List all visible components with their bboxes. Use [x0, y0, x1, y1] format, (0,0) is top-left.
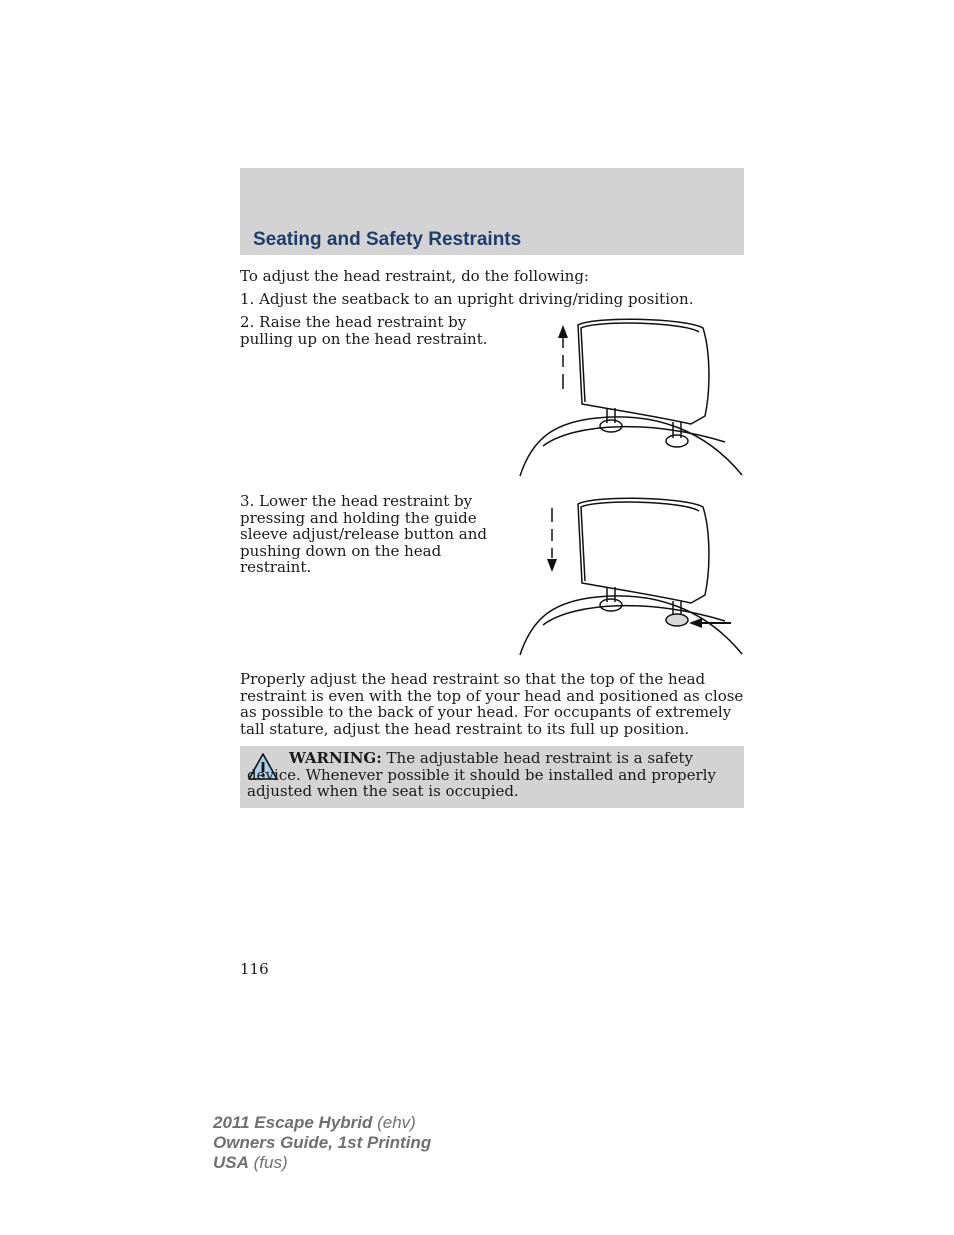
footer-market-code: (fus)	[248, 1153, 288, 1172]
footer-line-2: Owners Guide, 1st Printing	[213, 1133, 432, 1152]
intro-paragraph: To adjust the head restraint, do the following:	[240, 267, 589, 285]
footer-line-3	[213, 1153, 431, 1173]
warning-box	[240, 746, 744, 808]
warning-text	[247, 750, 737, 800]
footer-model: 2011 Escape Hybrid	[213, 1113, 373, 1132]
step-1-text: 1. Adjust the seatback to an upright driving/riding position.	[240, 290, 694, 308]
step-3-text: 3. Lower the head restraint by pressing and holding the guide sleeve adjust/release button and pushing down on the head restraint.	[240, 492, 487, 576]
footer-model-code: (ehv)	[372, 1113, 416, 1132]
step-2-text: 2. Raise the head restraint by pulling up on the head restraint.	[240, 313, 488, 348]
page-number: 116	[240, 960, 269, 978]
footer-market: USA	[213, 1153, 249, 1172]
raise-head-restraint-illustration	[515, 318, 747, 480]
footer	[213, 1113, 431, 1173]
up-arrow-icon	[558, 325, 568, 389]
warning-body: The adjustable head restraint is a safety device. Whenever possible it should be installed and properly adjusted when the seat is occupied.	[247, 749, 716, 800]
section-header-band	[240, 168, 744, 255]
lower-head-restraint-illustration	[515, 497, 747, 659]
down-arrow-icon	[547, 508, 557, 572]
footer-line-1	[213, 1113, 431, 1133]
section-title: Seating and Safety Restraints	[253, 229, 522, 250]
warning-label: WARNING:	[289, 749, 382, 767]
release-button-arrow-icon	[689, 618, 731, 628]
adjustment-paragraph: Properly adjust the head restraint so that the top of the head restraint is even with the top of your head and positioned as close as possible to the back of your head. For occupants of extremely tall stature, adjust the head restraint to its full up position.	[240, 670, 744, 738]
